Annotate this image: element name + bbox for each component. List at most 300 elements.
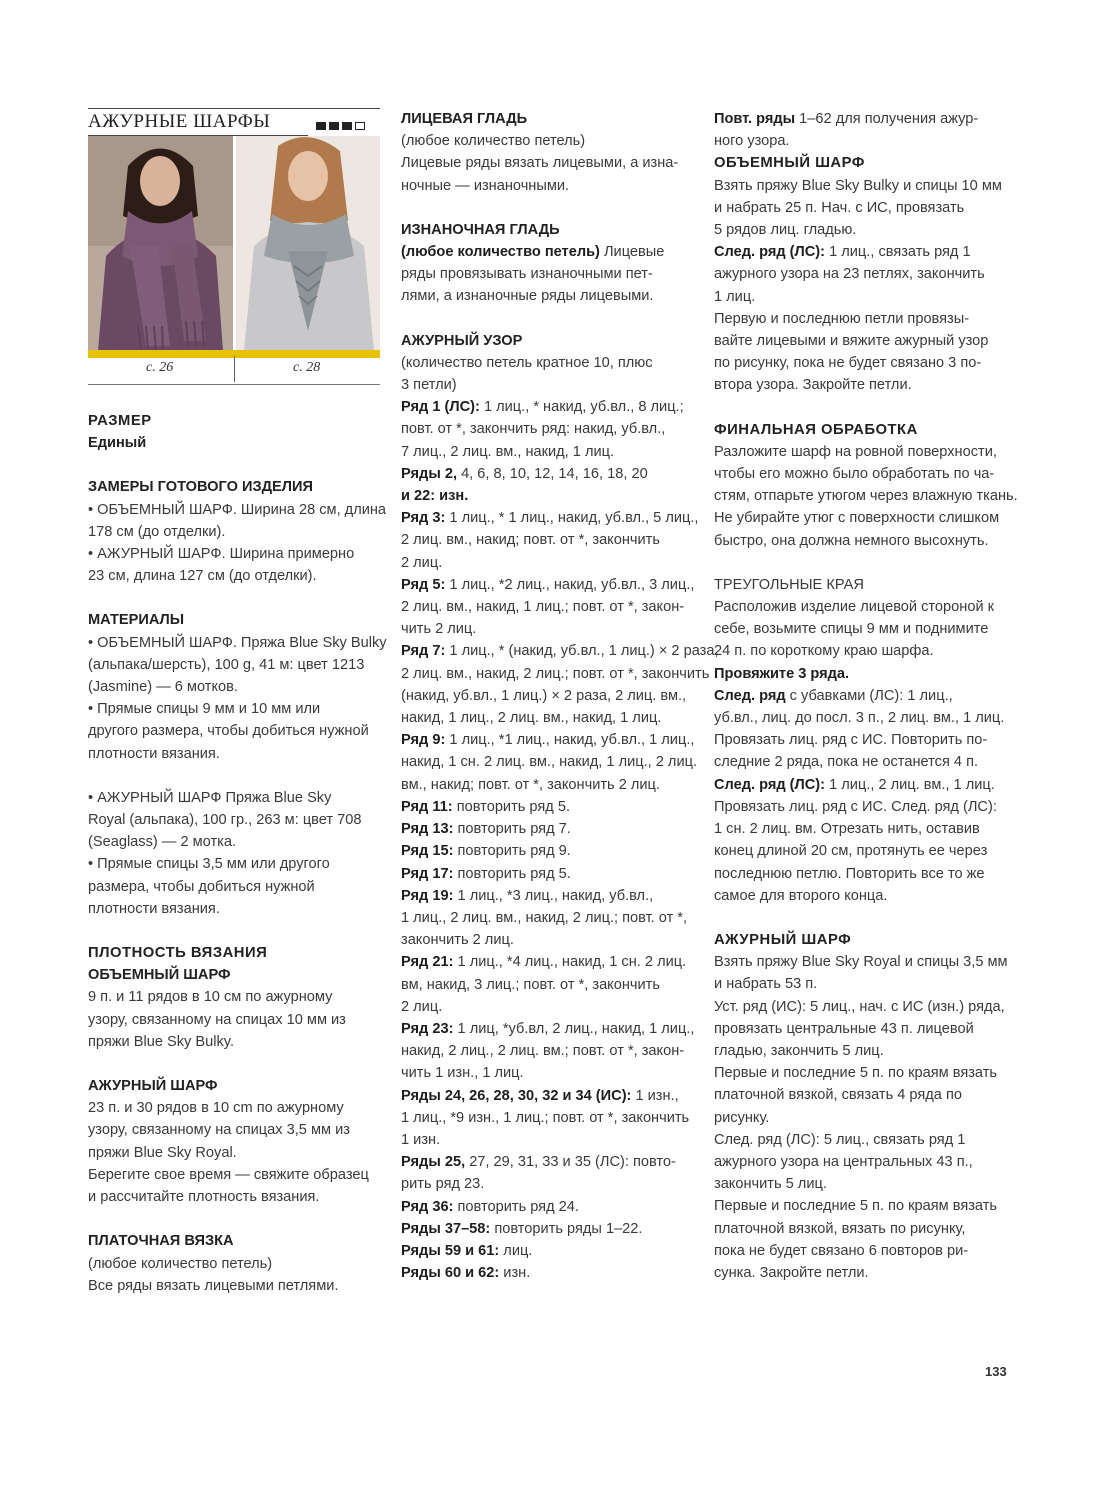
line-text: 1 лиц., *4 лиц., накид, 1 сн. 2 лиц. [453, 954, 687, 971]
line-text: Первые и последние 5 п. по краям вязать [714, 1198, 997, 1215]
line-text: 2 лиц. вм., накид, 1 лиц.; повт. от *, закон- [401, 599, 685, 616]
bold-label: Ряд 1 (ЛС): [401, 399, 480, 416]
line-text: следние 2 ряда, пока не останется 4 п. [714, 754, 979, 771]
line-text: 1 лиц., *2 лиц., накид, уб.вл., 3 лиц., [445, 576, 695, 593]
text-line [714, 796, 1014, 818]
line-text: • Прямые спицы 9 мм и 10 мм или [88, 701, 321, 718]
text-line [714, 973, 1014, 995]
text-line [401, 707, 697, 729]
line-text: платочной вязкой, связать 4 ряда по [714, 1087, 962, 1104]
text-line [714, 1151, 1014, 1173]
line-text: 1 изн., [631, 1087, 679, 1104]
text-line [714, 840, 1014, 862]
line-text: МАТЕРИАЛЫ [88, 612, 185, 629]
text-line [401, 152, 697, 174]
bold-label: Ряды 25, [401, 1154, 466, 1171]
rating-box [355, 122, 365, 130]
line-text: провязать центральные 43 п. лицевой [714, 1020, 974, 1037]
line-text: быстро, она должна немного высохнуть. [714, 532, 989, 549]
line-text: повторить ряд 7. [453, 821, 571, 838]
text-line [401, 418, 697, 440]
line-text: и набрать 25 п. Нач. с ИС, провязать [714, 199, 965, 216]
bold-label: Ряды 2, [401, 465, 458, 482]
text-line [714, 996, 1014, 1018]
spacer [88, 920, 382, 942]
line-text: След. ряд (ЛС): 5 лиц., связать ряд 1 [714, 1131, 966, 1148]
text-line [714, 175, 1014, 197]
text-line [88, 676, 382, 698]
line-text: по рисунку, пока не будет связано 3 по- [714, 355, 982, 372]
text-line [401, 507, 697, 529]
pattern-header [88, 108, 380, 388]
caption-page-ref-1: с. 26 [146, 360, 174, 375]
line-text: чить 1 изн., 1 лиц. [401, 1065, 524, 1082]
line-text: 1 лиц., * накид, уб.вл., 8 лиц.; [479, 399, 684, 416]
rating-box [329, 122, 339, 130]
line-text: узору, связанному на спицах 10 мм из [88, 1011, 346, 1028]
bold-label: Ряд 19: [401, 887, 454, 904]
section-heading [88, 1230, 382, 1252]
rating-box [316, 122, 326, 130]
line-text: 2 лиц. вм., накид, 2 лиц.; повт. от *, закончить [401, 665, 710, 682]
text-line [88, 1275, 382, 1297]
line-text: размера, чтобы добиться нужной [88, 878, 315, 895]
line-text: повт. от *, закончить ряд: накид, уб.вл., [401, 421, 666, 438]
spacer [714, 907, 1014, 929]
column-right [714, 108, 1018, 1284]
text-line [401, 1262, 697, 1284]
spacer [401, 197, 697, 219]
line-text: вм., накид; повт. от *, закончить 2 лиц. [401, 776, 660, 793]
text-line [401, 751, 697, 773]
line-text: ИЗНАНОЧНАЯ ГЛАДЬ [401, 221, 560, 238]
line-text: себе, возьмите спицы 9 мм и поднимите [714, 621, 989, 638]
line-text: ОБЪЕМНЫЙ ШАРФ [88, 967, 231, 984]
text-line [401, 1196, 697, 1218]
text-line [714, 818, 1014, 840]
text-line [88, 1164, 382, 1186]
line-text: Берегите свое время — свяжите образец [88, 1166, 369, 1183]
text-line [401, 663, 710, 685]
line-text: ного узора. [714, 133, 790, 150]
text-line [88, 1186, 382, 1208]
text-line [401, 640, 719, 662]
line-text: вайте лицевыми и вяжите ажурный узор [714, 333, 989, 350]
section-heading [88, 410, 382, 432]
line-text: 1 лиц., * (накид, уб.вл., 1 лиц.) × 2 раза, [445, 643, 719, 660]
text-line [88, 1031, 382, 1053]
line-text: платочной вязкой, вязать по рисунку, [714, 1220, 966, 1237]
line-text: (любое количество петель) [401, 133, 586, 150]
text-line [88, 743, 382, 765]
line-text: повторить ряд 24. [453, 1198, 579, 1215]
line-text: лиц. [499, 1242, 533, 1259]
text-line [401, 130, 697, 152]
text-line [401, 396, 697, 418]
line-text: повторить ряды 1–22. [490, 1220, 643, 1237]
text-line [88, 499, 387, 521]
line-text: и рассчитайте плотность вязания. [88, 1189, 320, 1206]
text-line [401, 1062, 697, 1084]
spacer [714, 552, 1014, 574]
text-line [714, 863, 1014, 885]
line-text: Первые и последние 5 п. по краям вязать [714, 1065, 997, 1082]
text-line [714, 729, 1014, 751]
bold-label: Провяжите 3 ряда. [714, 665, 850, 682]
spacer [88, 765, 382, 787]
text-line [714, 530, 1014, 552]
spacer [88, 454, 382, 476]
text-line [401, 1173, 697, 1195]
line-text: ЛИЦЕВАЯ ГЛАДЬ [401, 111, 528, 127]
text-line [401, 574, 697, 596]
caption-page-ref-2: с. 28 [293, 360, 321, 375]
text-line [401, 441, 697, 463]
bold-label: Ряды 24, 26, 28, 30, 32 и 34 (ИС): [401, 1087, 632, 1104]
line-text: (Jasmine) — 6 мотков. [88, 679, 238, 696]
section-heading [88, 964, 382, 986]
line-text: 2 лиц. [401, 554, 443, 571]
line-text: 1 лиц., *1 лиц., накид, уб.вл., 1 лиц., [445, 732, 695, 749]
line-text: 5 рядов лиц. гладью. [714, 222, 857, 239]
line-text: Лицевые [599, 244, 665, 261]
bold-label: Ряды 37–58: [401, 1220, 491, 1237]
text-line [88, 986, 382, 1008]
text-line [88, 1142, 382, 1164]
line-text: • АЖУРНЫЙ ШАРФ Пряжа Blue Sky [88, 789, 332, 806]
spacer [714, 397, 1014, 419]
line-text: накид, 1 сн. 2 лиц. вм., накид, 1 лиц., 2 лиц. [401, 754, 698, 771]
text-line [401, 729, 697, 751]
text-line [401, 552, 697, 574]
photo-lace-scarf [236, 136, 380, 351]
text-line [714, 1195, 1014, 1217]
line-text: плотности вязания. [88, 900, 220, 917]
line-text: втора узора. Закройте петли. [714, 377, 912, 394]
difficulty-rating [316, 122, 378, 132]
spacer [88, 587, 382, 609]
line-text: накид, 1 лиц., 2 лиц. вм., накид, 1 лиц. [401, 710, 662, 727]
text-line [401, 463, 697, 485]
text-line [714, 1018, 1014, 1040]
line-text: плотности вязания. [88, 745, 220, 762]
text-line [401, 1018, 697, 1040]
column-middle [401, 108, 719, 1284]
text-line [714, 507, 1014, 529]
text-line [714, 1040, 1014, 1062]
text-line [401, 685, 697, 707]
text-line [401, 596, 697, 618]
line-text: 1 сн. 2 лиц. вм. Отрезать нить, оставив [714, 821, 980, 838]
text-line [714, 1262, 1014, 1284]
line-text: лями, а изнаночные ряды лицевыми. [401, 288, 654, 305]
line-text: 1 лиц., *9 изн., 1 лиц.; повт. от *, закончить [401, 1109, 690, 1126]
text-line [401, 1129, 697, 1151]
bold-label: Ряд 11: [401, 798, 453, 815]
line-text: 24 п. по короткому краю шарфа. [714, 643, 934, 660]
text-line [401, 907, 697, 929]
line-text: уб.вл., лиц. до посл. 3 п., 2 лиц. вм., 1 лиц. [714, 710, 1005, 727]
line-text: повторить ряд 5. [452, 798, 571, 815]
line-text: Единый [88, 435, 147, 452]
text-line [714, 485, 1018, 507]
text-line [714, 1218, 1014, 1240]
text-line [714, 352, 1014, 374]
line-text: 178 см (до отделки). [88, 523, 226, 540]
bold-label: Ряд 15: [401, 843, 454, 860]
text-line [714, 130, 1014, 152]
bottom-rule [88, 384, 380, 385]
line-text: ажурного узора на центральных 43 п., [714, 1153, 973, 1170]
line-text: Провязать лиц. ряд с ИС. Повторить по- [714, 732, 988, 749]
page-title: АЖУРНЫЕ ШАРФЫ [88, 111, 271, 132]
section-heading [714, 152, 1014, 174]
text-line [714, 263, 1014, 285]
caption-divider [234, 356, 235, 382]
text-line [714, 685, 1014, 707]
line-text: самое для второго конца. [714, 887, 888, 904]
section-heading [88, 432, 382, 454]
text-line [714, 751, 1014, 773]
text-line [88, 1097, 382, 1119]
line-text: сунка. Закройте петли. [714, 1264, 869, 1281]
text-line [714, 574, 1014, 596]
line-text: с убавками (ЛС): 1 лиц., [785, 687, 953, 704]
text-line [401, 996, 697, 1018]
text-line [401, 241, 697, 263]
line-text: Лицевые ряды вязать лицевыми, а изна- [401, 155, 679, 172]
text-line [714, 1107, 1014, 1129]
text-line [714, 374, 1014, 396]
text-line [88, 565, 382, 587]
section-heading [401, 330, 697, 352]
text-line [714, 618, 1014, 640]
line-text: 23 п. и 30 рядов в 10 cm по ажурному [88, 1100, 344, 1117]
line-text: и набрать 53 п. [714, 976, 818, 993]
line-text: 2 лиц. вм., накид; повт. от *, закончить [401, 532, 660, 549]
spacer [401, 308, 697, 330]
text-line [714, 1129, 1014, 1151]
text-line [88, 1253, 382, 1275]
line-text: 1–62 для получения ажур- [795, 111, 979, 127]
section-heading [88, 1075, 382, 1097]
bold-label: Ряд 3: [401, 510, 446, 527]
line-text: 1 лиц., * 1 лиц., накид, уб.вл., 5 лиц., [445, 510, 699, 527]
line-text: Разложите шарф на ровной поверхности, [714, 443, 997, 460]
bold-label: Ряд 21: [401, 954, 454, 971]
line-text: Взять пряжу Blue Sky Bulky и спицы 10 мм [714, 177, 1002, 194]
bold-label: Ряд 17: [401, 865, 454, 882]
text-line [401, 618, 697, 640]
line-text: чтобы его можно было обработать по ча- [714, 466, 995, 483]
text-line [714, 286, 1014, 308]
text-line [401, 1040, 697, 1062]
text-line [714, 241, 1014, 263]
text-line [714, 330, 1014, 352]
section-heading [714, 419, 1014, 441]
line-text: 1 изн. [401, 1131, 441, 1148]
line-text: РАЗМЕР [88, 413, 152, 429]
line-text: Все ряды вязать лицевыми петлями. [88, 1277, 339, 1294]
text-line [401, 774, 697, 796]
line-text: рисунку. [714, 1109, 770, 1126]
line-text: закончить 5 лиц. [714, 1176, 827, 1193]
section-heading [714, 929, 1014, 951]
section-heading [88, 476, 382, 498]
text-line [401, 374, 697, 396]
text-line [401, 1107, 697, 1129]
bold-label: Ряды 59 и 61: [401, 1242, 500, 1259]
line-text: пока не будет связано 6 повторов ри- [714, 1242, 969, 1259]
line-text: 1 лиц., 2 лиц. вм., 1 лиц. [825, 776, 995, 793]
text-line [714, 219, 1014, 241]
line-text: пряжи Blue Sky Royal. [88, 1144, 237, 1161]
bold-label: Повт. ряды [714, 111, 796, 127]
text-line [714, 596, 1014, 618]
line-text: 9 п. и 11 рядов в 10 см по ажурному [88, 989, 333, 1006]
line-text: ПЛОТНОСТЬ ВЯЗАНИЯ [88, 945, 268, 962]
spacer [88, 1053, 382, 1075]
bold-label: След. ряд [714, 687, 786, 704]
bold-label: Ряд 9: [401, 732, 446, 749]
line-text: (количество петель кратное 10, плюс [401, 354, 653, 371]
text-line [88, 1119, 382, 1141]
text-line [88, 654, 382, 676]
text-line [88, 521, 382, 543]
text-line [401, 818, 697, 840]
line-text: 3 петли) [401, 377, 457, 394]
line-text: 1 лиц. [714, 288, 756, 305]
line-text: (накид, уб.вл., 1 лиц.) × 2 раза, 2 лиц. вм., [401, 687, 687, 704]
text-line [88, 632, 387, 654]
text-line [88, 809, 382, 831]
line-text: Расположив изделие лицевой стороной к [714, 599, 995, 616]
photo-chunky-scarf [88, 136, 233, 351]
text-line [88, 1009, 382, 1031]
line-text: ОБЪЕМНЫЙ ШАРФ [714, 155, 865, 172]
text-line [714, 951, 1014, 973]
line-text: • АЖУРНЫЙ ШАРФ. Ширина примерно [88, 546, 355, 563]
line-text: • ОБЪЕМНЫЙ ШАРФ. Пряжа Blue Sky Bulky [88, 634, 387, 651]
line-text: 1 лиц., связать ряд 1 [825, 244, 971, 261]
bold-label: Ряд 23: [401, 1020, 454, 1037]
line-text: закончить 2 лиц. [401, 932, 514, 949]
line-text: (альпака/шерсть), 100 g, 41 м: цвет 1213 [88, 656, 365, 673]
text-line [714, 1173, 1014, 1195]
line-text: 7 лиц., 2 лиц. вм., накид, 1 лиц. [401, 443, 615, 460]
line-text: АЖУРНЫЙ ШАРФ [714, 931, 852, 948]
bold-label: След. ряд (ЛС): [714, 776, 826, 793]
line-text: пряжи Blue Sky Bulky. [88, 1033, 235, 1050]
text-line [401, 863, 697, 885]
line-text: последнюю петлю. Повторить все то же [714, 865, 985, 882]
text-line [714, 108, 1014, 130]
text-line [401, 951, 697, 973]
line-text: Провязать лиц. ряд с ИС. След. ряд (ЛС): [714, 798, 997, 815]
text-line [714, 197, 1014, 219]
text-line [88, 876, 382, 898]
line-text: 1 лиц, *уб.вл, 2 лиц., накид, 1 лиц., [453, 1020, 695, 1037]
text-line [88, 898, 382, 920]
text-line [714, 441, 1014, 463]
line-text: АЖУРНЫЙ УЗОР [401, 332, 523, 349]
line-text: Взять пряжу Blue Sky Royal и спицы 3,5 мм [714, 954, 1008, 971]
line-text: АЖУРНЫЙ ШАРФ [88, 1078, 218, 1095]
line-text: чить 2 лиц. [401, 621, 477, 638]
line-text: конец длиной 20 см, протянуть ее через [714, 843, 988, 860]
text-line [401, 285, 697, 307]
text-line [88, 543, 382, 565]
bold-label: Ряд 7: [401, 643, 446, 660]
text-line [714, 1062, 1014, 1084]
text-line [714, 1240, 1014, 1262]
text-line [88, 787, 382, 809]
text-line [401, 796, 697, 818]
text-line [401, 352, 697, 374]
line-text: (любое количество петель) [88, 1255, 273, 1272]
line-text: повторить ряд 5. [453, 865, 571, 882]
line-text: гладью, закончить 5 лиц. [714, 1042, 884, 1059]
text-line [401, 1218, 697, 1240]
section-heading [401, 219, 697, 241]
section-heading [401, 108, 697, 130]
line-text: другого размера, чтобы добиться нужной [88, 723, 369, 740]
text-line [401, 929, 697, 951]
text-line [714, 1084, 1014, 1106]
line-text: ЗАМЕРЫ ГОТОВОГО ИЗДЕЛИЯ [88, 479, 313, 496]
text-line [88, 853, 382, 875]
line-text: Первую и последнюю петли провязы- [714, 310, 970, 327]
line-text: накид, 2 лиц., 2 лиц. вм.; повт. от *, закон- [401, 1043, 685, 1060]
line-text: узору, связанному на спицах 3,5 мм из [88, 1122, 350, 1139]
line-text: 2 лиц. [401, 998, 443, 1015]
rating-box [342, 122, 352, 130]
line-text: • ОБЪЕМНЫЙ ШАРФ. Ширина 28 см, длина [88, 501, 387, 518]
line-text: ажурного узора на 23 петлях, закончить [714, 266, 985, 283]
line-text: 1 лиц., *3 лиц., накид, уб.вл., [453, 887, 654, 904]
section-heading [88, 942, 382, 964]
text-line [714, 463, 1014, 485]
text-line [401, 885, 697, 907]
text-line [88, 831, 382, 853]
line-text: 1 лиц., 2 лиц. вм., накид, 2 лиц.; повт. от *, [401, 909, 688, 926]
bold-label: Ряд 5: [401, 576, 446, 593]
line-text: 27, 29, 31, 33 и 35 (ЛС): повто- [465, 1154, 676, 1171]
text-line [714, 774, 1014, 796]
text-line [714, 663, 1014, 685]
line-text: ТРЕУГОЛЬНЫЕ КРАЯ [714, 576, 864, 593]
text-line [401, 1151, 697, 1173]
spacer [88, 1208, 382, 1230]
text-line [401, 974, 697, 996]
text-line [401, 1085, 697, 1107]
line-text: (Seaglass) — 2 мотка. [88, 834, 237, 851]
line-text: Не убирайте утюг с поверхности слишком [714, 510, 1000, 527]
bold-label: Ряды 60 и 62: [401, 1265, 500, 1282]
column-left [88, 410, 387, 1297]
text-line [401, 175, 697, 197]
line-text: вм, накид, 3 лиц.; повт. от *, закончить [401, 976, 660, 993]
line-text: повторить ряд 9. [453, 843, 571, 860]
bold-label: (любое количество петель) [401, 244, 600, 261]
line-text: Royal (альпака), 100 гр., 263 м: цвет 708 [88, 812, 362, 829]
page-number: 133 [985, 1364, 1007, 1379]
line-text: изн. [499, 1265, 531, 1282]
text-line [714, 885, 1014, 907]
text-line [401, 529, 697, 551]
bold-label: Ряд 13: [401, 821, 454, 838]
text-line [401, 485, 697, 507]
